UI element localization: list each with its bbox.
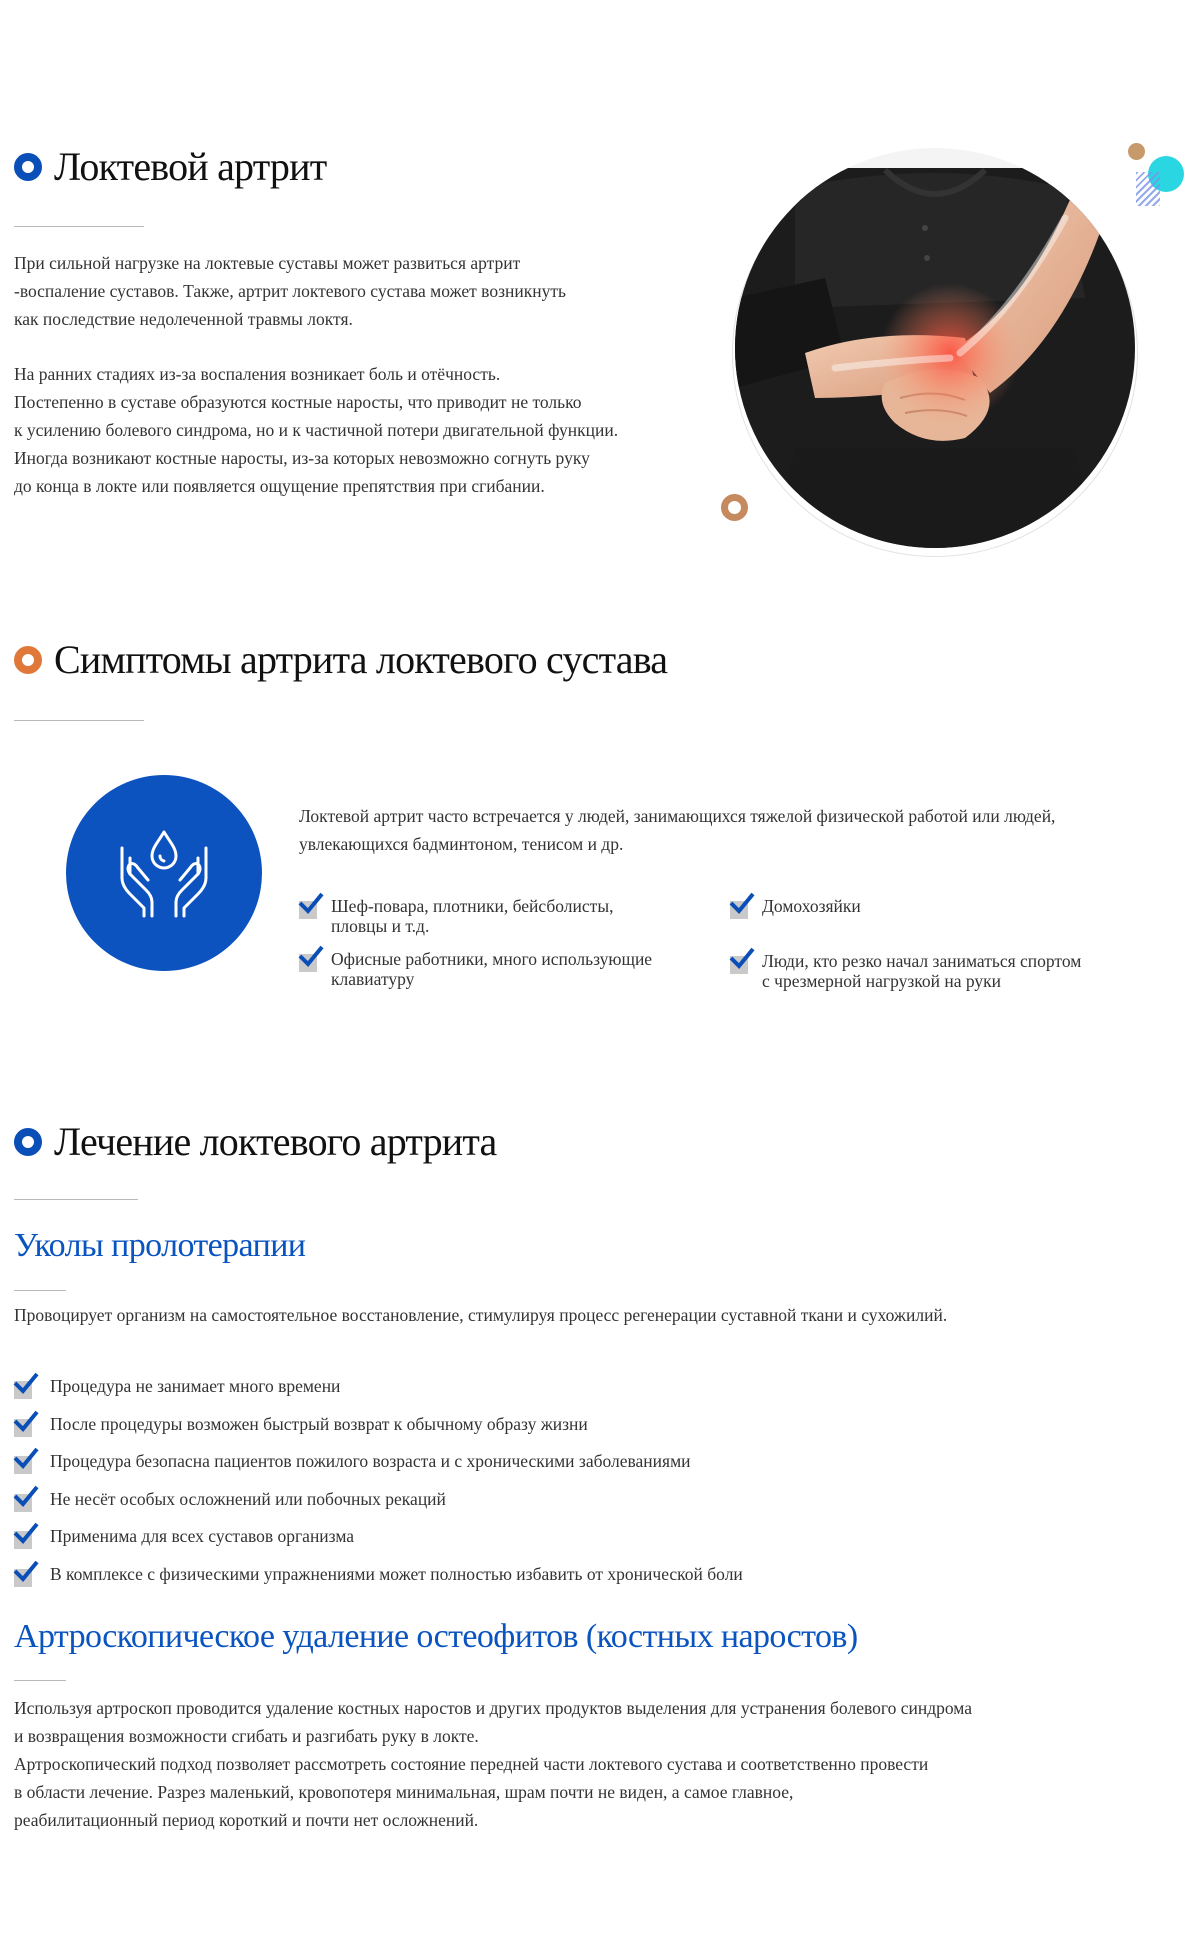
list-item — [730, 896, 1150, 918]
checkmark-icon — [730, 951, 752, 973]
checkmark-icon — [14, 1376, 36, 1398]
paragraph: На ранних стадиях из-за воспаления возникает боль и отёчность. Постепенно в суставе образуются костные наросты, что приводит не только к усилению болевого синдрома, но и к частичной потери двигательной функции. Иногда возникают костные наросты, из-за которых невозможно согнуть руку до конца в локте или появляется ощущение препятствия при сгибании. — [14, 364, 619, 496]
checkmark-icon — [14, 1564, 36, 1586]
list-item-text: Не несёт особых осложнений или побочных рекаций — [50, 1488, 446, 1509]
list-item — [14, 1414, 1174, 1436]
bullet-ring-icon — [14, 1128, 42, 1156]
checkmark-icon — [299, 949, 321, 971]
list-item-text: Процедура не занимает много времени — [50, 1376, 341, 1396]
list-item-text: После процедуры возможен быстрый возврат к обычному образу жизни — [50, 1413, 588, 1434]
paragraph: Провоцирует организм на самостоятельное восстановление, стимулируя процесс регенерации суставной ткани и сухожилий. — [14, 1305, 948, 1325]
list-item-text: Офисные работники, много использующие клавиатуру — [331, 949, 653, 989]
list-item-text: Домохозяйки — [762, 896, 861, 916]
stages-text — [14, 360, 714, 500]
divider — [14, 720, 144, 721]
list-item — [730, 951, 1170, 991]
checkmark-icon — [730, 896, 752, 918]
checkmark-icon — [14, 1451, 36, 1473]
paragraph: Локтевой артрит часто встречается у людей, занимающихся тяжелой физической работой или людей, увлекающихся бадминтоном, тенисом и др. — [299, 806, 1056, 854]
section-title-elbow-arthritis — [14, 143, 326, 190]
decor-stripes-icon — [1136, 172, 1160, 206]
subsection-title-prolotherapy: Уколы пролотерапии — [14, 1227, 306, 1264]
list-item-text: Люди, кто резко начал заниматься спортом с чрезмерной нагрузкой на руки — [762, 951, 1082, 991]
section-title-text: Симптомы артрита локтевого сустава — [54, 637, 668, 682]
list-item — [14, 1451, 1174, 1473]
list-item — [14, 1489, 1174, 1511]
prolotherapy-desc — [14, 1301, 1184, 1329]
divider — [14, 1199, 138, 1200]
bullet-ring-icon — [14, 646, 42, 674]
section-title-text: Лечение локтевого артрита — [54, 1119, 497, 1164]
divider — [14, 1290, 66, 1291]
decor-ring-icon — [721, 494, 748, 521]
checkmark-icon — [14, 1414, 36, 1436]
subsection-title-arthroscopy: Артроскопическое удаление остеофитов (костных наростов) — [14, 1618, 858, 1655]
list-item — [14, 1564, 1174, 1586]
elbow-pain-photo — [735, 148, 1135, 548]
section-title-treatment — [14, 1118, 497, 1165]
bullet-ring-icon — [14, 153, 42, 181]
arthroscopy-desc — [14, 1694, 1184, 1834]
paragraph: Используя артроскоп проводится удаление костных наростов и других продуктов выделения для устранения болевого синдрома и возвращения возможности сгибать и разгибать руку в локте. Артроскопический подход позволяет рассмотреть состояние передней части локтевого сустава и соответственно провести в области лечение. Разрез маленький, кровопотеря минимальная, шрам почти не виден, а самое главное, реабилитационный период короткий и почти нет осложнений. — [14, 1698, 973, 1830]
list-item — [14, 1376, 1174, 1398]
list-item-text: Процедура безопасна пациентов пожилого возраста и с хроническими заболеваниями — [50, 1451, 691, 1471]
decor-dot-icon — [1128, 143, 1145, 160]
checkmark-icon — [14, 1526, 36, 1548]
list-item-text: Применима для всех суставов организма — [50, 1526, 355, 1546]
list-item — [14, 1526, 1174, 1548]
list-item — [299, 896, 709, 936]
paragraph: При сильной нагрузке на локтевые суставы может развиться артрит -воспаление суставов. Также, артрит локтевого сустава может возникнуть как последствие недолеченной травмы локтя. — [14, 253, 566, 329]
hands-water-drop-icon — [66, 775, 262, 971]
divider — [14, 226, 144, 227]
checkmark-icon — [14, 1489, 36, 1511]
list-item-text: Шеф-повара, плотники, бейсболисты, пловцы и т.д. — [331, 896, 614, 936]
list-item — [299, 949, 719, 989]
section-title-text: Локтевой артрит — [54, 144, 327, 189]
list-item-text: В комплексе с физическими упражнениями может полностью избавить от хронической боли — [50, 1563, 743, 1584]
symptoms-intro — [299, 802, 1179, 858]
elbow-photo-illustration — [735, 148, 1135, 548]
divider — [14, 1680, 66, 1681]
checkmark-icon — [299, 896, 321, 918]
section-title-symptoms — [14, 636, 667, 683]
intro-text — [14, 249, 704, 333]
